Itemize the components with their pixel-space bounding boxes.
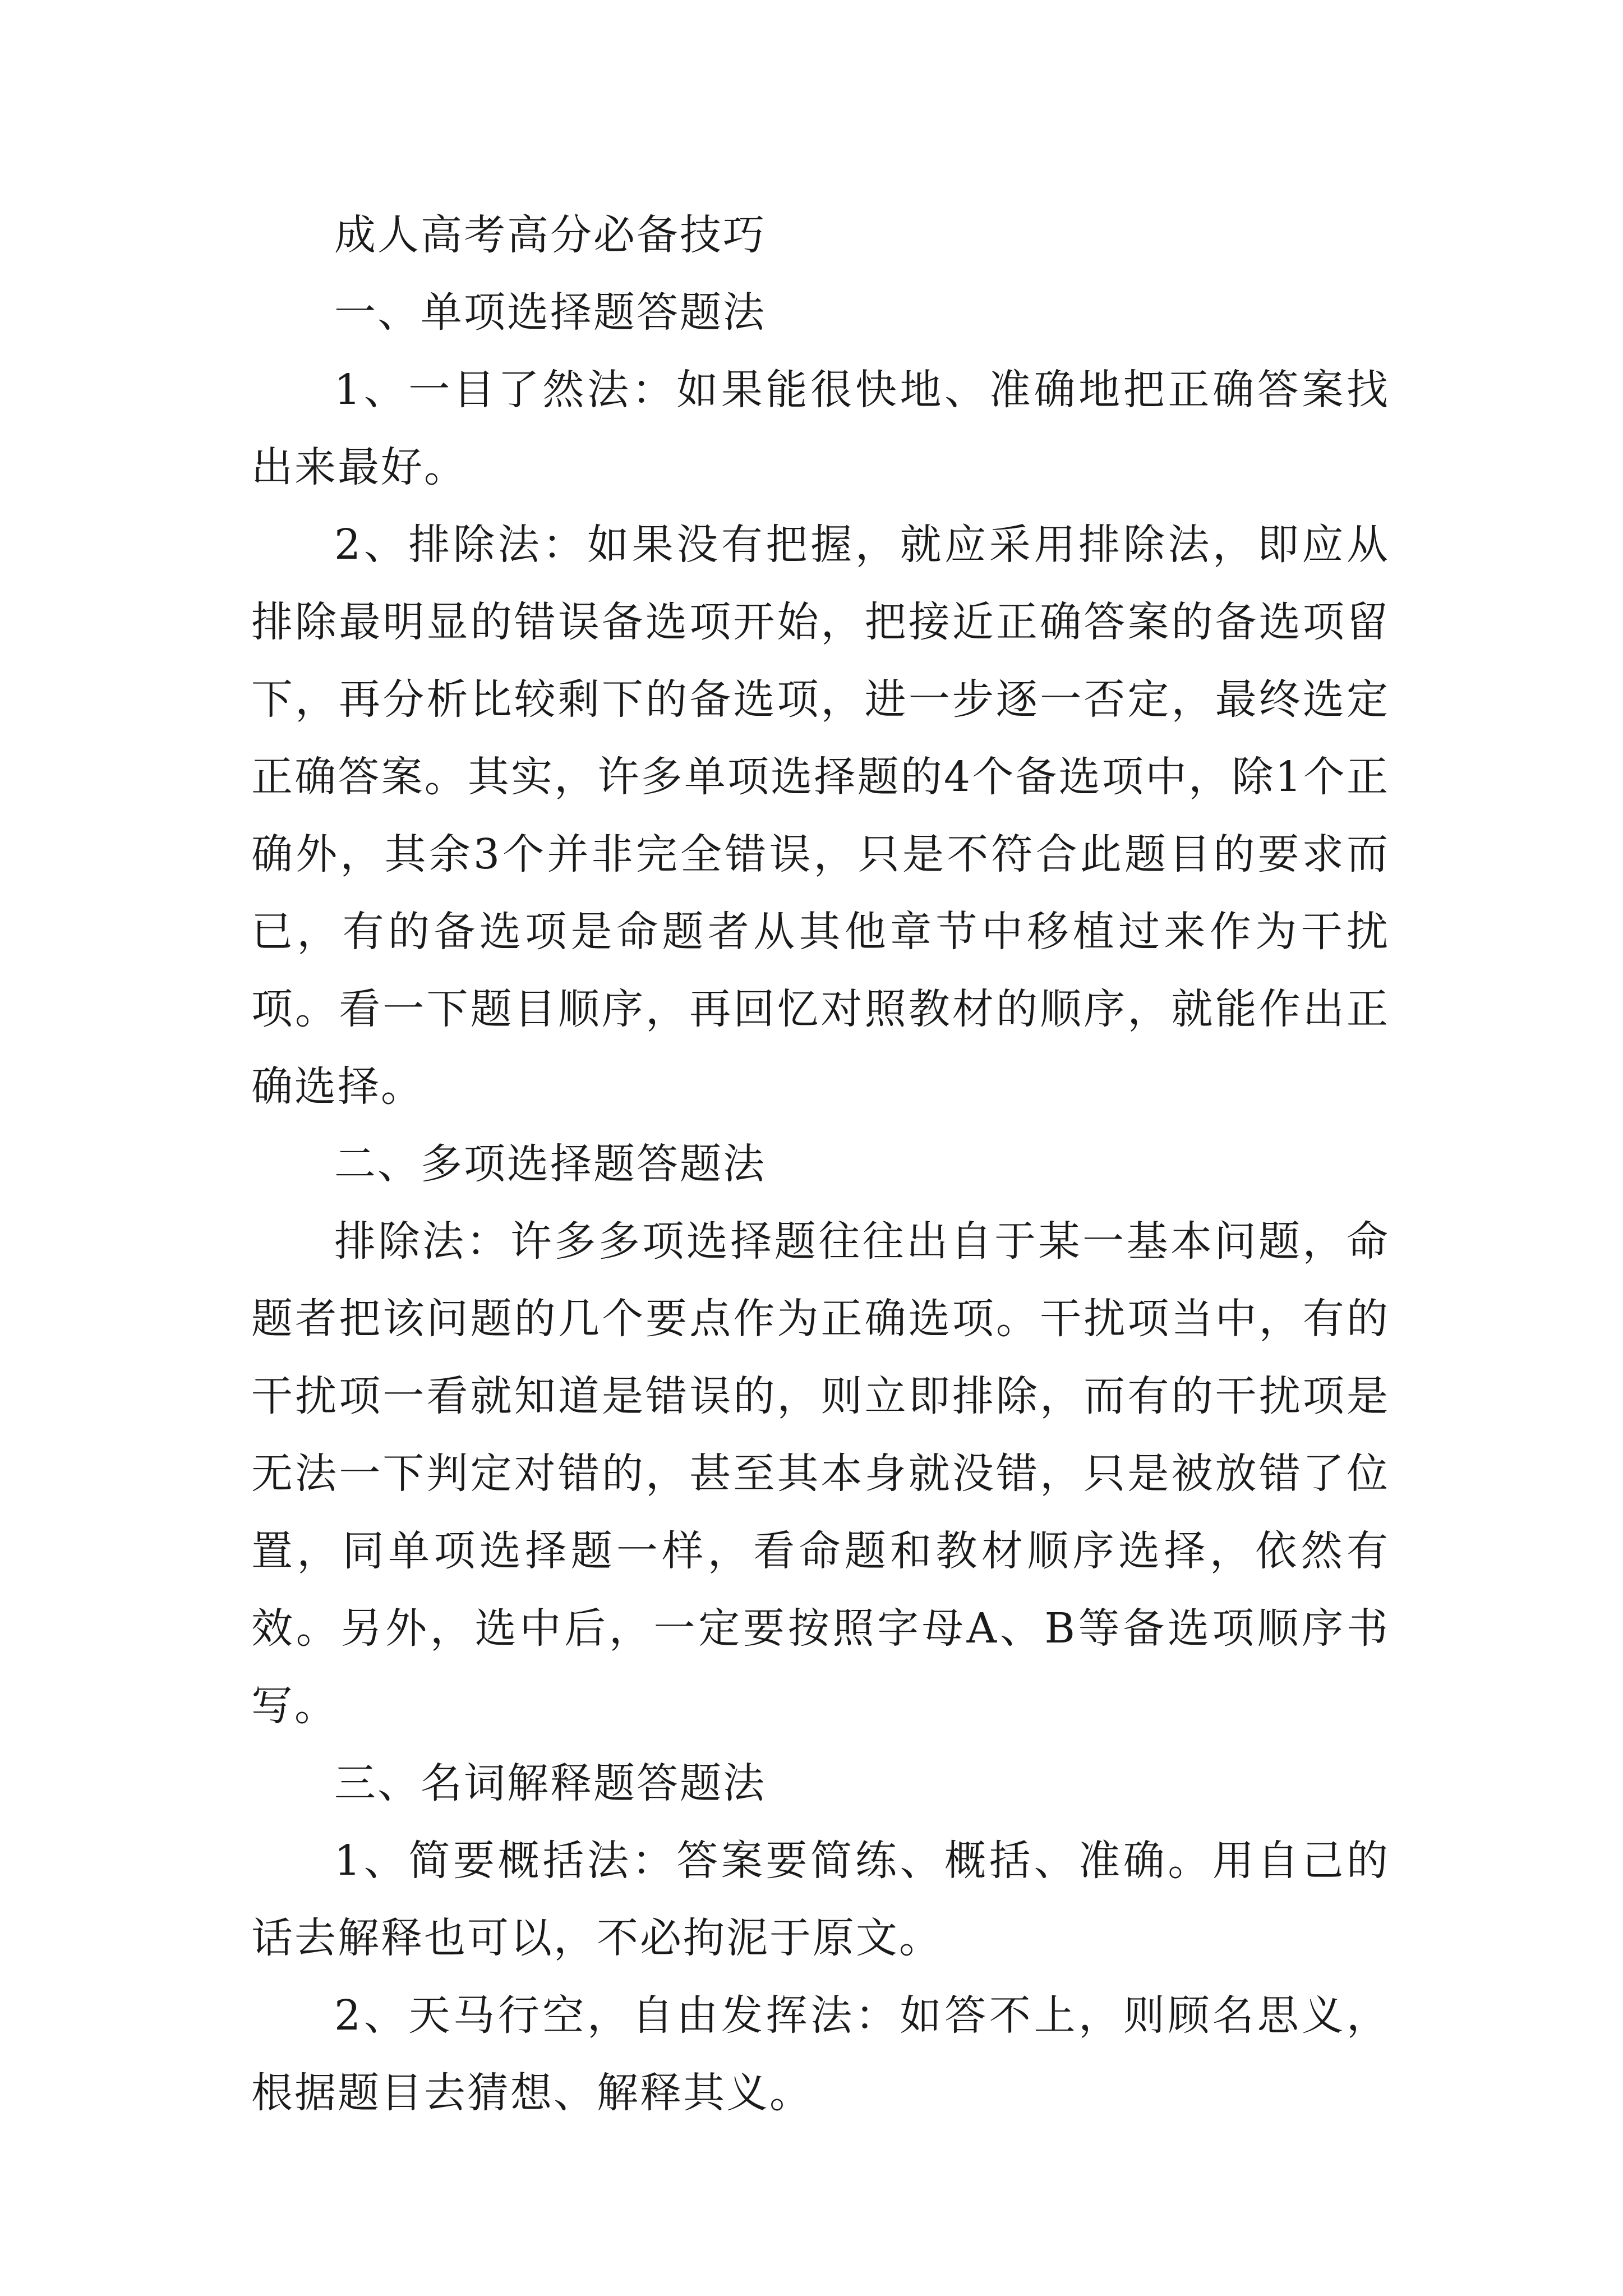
section-heading-single-choice: 一、单项选择题答题法 [334,288,766,337]
section-heading-term-explanation: 三、名词解释题答题法 [334,1759,766,1807]
paragraph-concise-summary-method: 1、简要概括法：答案要简练、概括、准确。用自己的话去解释也可以，不必拘泥于原文。 [251,1837,1390,1962]
section-heading-multiple-choice: 二、多项选择题答题法 [334,1140,766,1188]
document-title: 成人高考高分必备技巧 [334,211,766,259]
paragraph-multiple-choice-elimination: 排除法：许多多项选择题往往出自于某一基本问题，命题者把该问题的几个要点作为正确选项。干扰项当中，有的干扰项一看就知道是错误的，则立即排除，而有的干扰项是无法一下判定对错的，甚至其本身就没错，只是被放错了位置，同单项选择题一样，看命题和教材顺序选择，依然有效。另外，选中后，一定要按照字母A、B等备选项顺序书写。 [251,1217,1390,1730]
document-body [251,196,1390,2132]
paragraph-at-a-glance-method: 1、一目了然法：如果能很快地、准确地把正确答案找出来最好。 [251,366,1390,491]
paragraph-elimination-method: 2、排除法：如果没有把握，就应采用排除法，即应从排除最明显的错误备选项开始，把接近正确答案的备选项留下，再分析比较剩下的备选项，进一步逐一否定，最终选定正确答案。其实，许多单项选择题的4个备选项中，除1个正确外，其余3个并非完全错误，只是不符合此题目的要求而已，有的备选项是命题者从其他章节中移植过来作为干扰项。看一下题目顺序，再回忆对照教材的顺序，就能作出正确选择。 [251,521,1390,1111]
paragraph-free-play-method: 2、天马行空，自由发挥法：如答不上，则顾名思义，根据题目去猜想、解释其义。 [251,1991,1390,2117]
